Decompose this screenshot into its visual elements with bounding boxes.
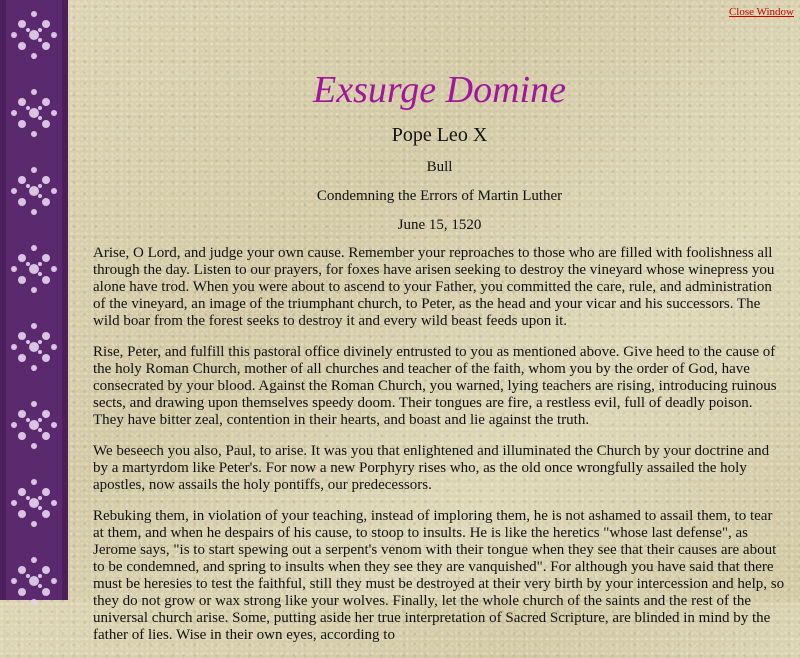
document-subtitle: Condemning the Errors of Martin Luther [316, 188, 563, 204]
floral-ornament-icon [4, 390, 64, 460]
floral-ornament-icon [4, 78, 64, 148]
floral-ornament-icon [4, 468, 64, 538]
paragraph: Rise, Peter, and fulfill this pastoral office divinely entrusted to you as mentioned above. Give heed to the cause of the holy Roman Church, mother of all churches and teacher of the faith, whom you by the order of God, have consecrated by your blood. Against the Roman Church, you warned, lying teachers are rising, introducing ruinous sects, and drawing upon themselves speedy doom. Their tongues are fire, a restless evil, full of deadly poison. They have bitter zeal, contention in their hearts, and boast and lie against the truth. [93, 344, 777, 428]
floral-ornament-icon [4, 312, 64, 382]
paragraph: We beseech you also, Paul, to arise. It was you that enlightened and illuminated the Church by your doctrine and by a martyrdom like Peter's. For now a new Porphyry rises who, as the old once wrongfully assailed the holy apostles, now assails the holy pontiffs, our predecessors. [93, 443, 770, 493]
document-type: Bull [426, 159, 453, 175]
document-author: Pope Leo X [391, 124, 488, 146]
close-window-link[interactable]: Close Window [728, 6, 794, 18]
decorative-side-border [0, 0, 68, 600]
floral-ornament-icon [4, 0, 64, 70]
document-content [93, 68, 786, 658]
paragraph: Arise, O Lord, and judge your own cause. Remember your reproaches to those who are filled with foolishness all through the day. Listen to our prayers, for foxes have arisen seeking to destroy the vineyard whose winepress you alone have trod. When you were about to ascend to your Father, you committed the care, rule, and administration of the vineyard, an image of the triumphant church, to Peter, as the head and your vicar and his successors. The wild boar from the forest seeks to destroy it and every wild beast feeds upon it. [93, 245, 775, 329]
document-title: Exsurge Domine [313, 69, 566, 111]
floral-ornament-icon [4, 156, 64, 226]
document-date: June 15, 1520 [397, 217, 482, 233]
floral-ornament-icon [4, 234, 64, 304]
floral-ornament-icon [4, 546, 64, 616]
paragraph: Rebuking them, in violation of your teaching, instead of imploring them, he is not ashamed to assail them, to tear at them, and when he despairs of his cause, to stoop to insults. He is like the heretics "whose last defense", as Jerome says, "is to start spewing out a serpent's venom with their tongue when they see that their causes are about to be condemned, and spring to insults when they see they are vanquished". For although you have said that there must be heresies to test the faithful, still they must be destroyed at their very birth by your intercession and help, so they do not grow or wax strong like your wolves. Finally, let the whole church of the saints and the rest of the universal church arise. Some, putting aside her true interpretation of Sacred Scripture, are blinded in mind by the father of lies. Wise in their own eyes, according to [93, 508, 785, 643]
